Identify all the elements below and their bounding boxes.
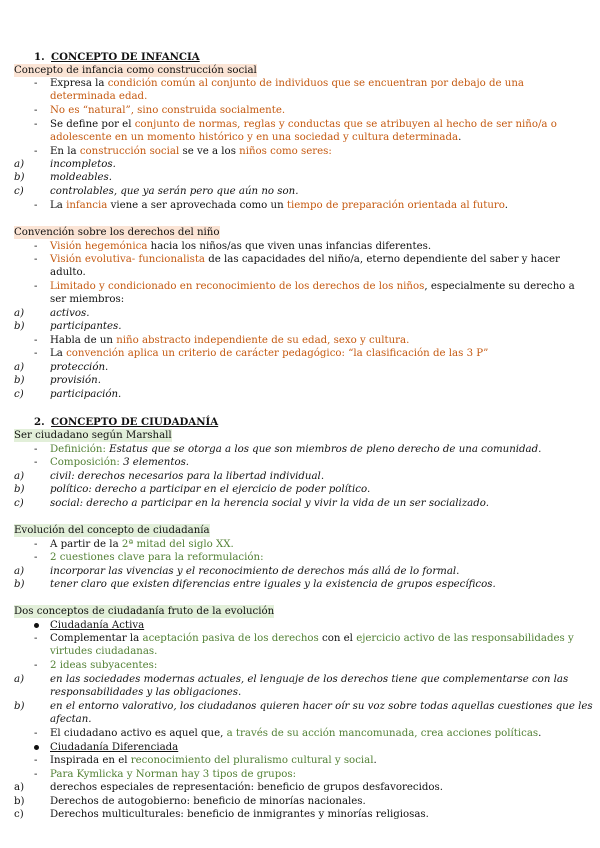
- bullet-continuation: [50, 131, 461, 144]
- list-marker: a): [14, 362, 25, 373]
- list-text: tener claro que existen diferencias entre iguales y la existencia de grupos específicos.: [50, 579, 496, 590]
- text-run-highlight: ejercicio activo de las responsabilidades y: [356, 633, 574, 644]
- text-run: Inspirada en el: [50, 755, 131, 766]
- subsection-heading: Evolución del concepto de ciudadanía: [14, 525, 210, 536]
- subsection-heading: Convención sobre los derechos del niño: [14, 227, 220, 238]
- list-text: en las sociedades modernas actuales, el lenguaje de los derechos tiene que complementarse con las: [50, 674, 569, 685]
- text-run-highlight: conjunto de normas, reglas y conductas que se atribuyen al hecho de ser niño/a o: [134, 119, 557, 130]
- text-run-highlight: infancia: [66, 200, 108, 211]
- text-run: .: [458, 132, 462, 143]
- list-marker: b): [14, 172, 25, 183]
- list-marker: c): [14, 389, 24, 400]
- list-marker: b): [14, 375, 25, 386]
- text-run-highlight: niños como seres:: [239, 146, 332, 157]
- bullet-continuation: adulto.: [50, 267, 86, 278]
- text-run-highlight: niño abstracto independiente de su edad, sexo y cultura.: [116, 335, 410, 346]
- text-run-highlight: a través de su acción mancomunada, crea acciones políticas: [226, 728, 539, 739]
- list-text: Derechos de autogobierno: beneficio de minorías nacionales.: [50, 796, 366, 807]
- text-run: 3 elementos.: [119, 457, 190, 468]
- text-run: Estatus que se otorga a los que son miembros de pleno derecho de una comunidad.: [105, 444, 542, 455]
- subsection-heading: Ser ciudadano según Marshall: [14, 430, 172, 441]
- list-text: en el entorno valorativo, los ciudadanos quieren hacer oír su voz sobre todas aquellas cuestiones que les: [50, 701, 593, 712]
- text-run: con el: [318, 633, 357, 644]
- list-marker: c): [14, 498, 24, 509]
- subsection-heading: Dos conceptos de ciudadanía fruto de la evolución: [14, 606, 275, 617]
- bullet-continuation: determinada edad.: [50, 91, 148, 102]
- section-number: 2.: [34, 416, 45, 428]
- list-text: incorporar las vivencias y el reconocimiento de derechos más allá de lo formal.: [50, 566, 460, 577]
- text-run: .: [538, 728, 542, 739]
- text-run-highlight: Limitado y condicionado en reconocimiento de los derechos de los niños: [50, 281, 425, 292]
- section-title: CONCEPTO DE INFANCIA: [51, 51, 200, 63]
- list-text: provisión.: [50, 375, 101, 386]
- bullet-dot-icon: [34, 619, 39, 632]
- subsection-title: Ciudadanía Diferenciada: [50, 742, 179, 753]
- list-text: político: derecho a participar en el ejercicio de poder político.: [50, 484, 371, 495]
- bullet-dash: -: [34, 78, 38, 89]
- text-run-highlight: reconocimiento del pluralismo cultural y social: [130, 755, 374, 766]
- text-run: La: [50, 348, 67, 359]
- text-run-highlight: aceptación pasiva de los derechos: [142, 633, 319, 644]
- text-run: , especialmente su derecho a: [424, 281, 575, 292]
- document-page: 1. CONCEPTO DE INFANCIA Concepto de infancia como construcción social - Expresa la condición común al conjunto de individuos que se encuentran por debajo de una determinada edad. - No es “natural”, sino construida socialmente. - Se define por el conjunto de normas, reglas y conductas que se atribuyen al hecho de ser niño/a o adolescente en un momento histórico y en una sociedad y cultura determinada. - En la construcción social se ve a los niños como seres: a) incompletos. b) moldeables. c) controlables, que ya serán pero que aún no son. - La infancia viene a ser aprovechada como un tiempo de preparación orientada al futuro. Convención sobre los derechos del niño - Visión hegemónica hacia los niños/as que viven unas infancias diferentes. - Visión evolutiva- funcionalista de las capacidades del niño/a, eterno dependiente del saber y hacer adulto. - Limitado y condicionado en reconocimiento de los derechos de los niños, especialmente su derecho a ser miembros: a) activos. b) participantes. - Habla de un niño abstracto independiente de su edad, sexo y cultura. - La convención aplica un criterio de carácter pedagógico: “la clasificación de las 3 P” a) protección. b) provisión. c) participación. 2. CONCEPTO DE CIUDADANÍA Ser ciudadano según Marshall - Definición: Estatus que se otorga a los que son miembros de pleno derecho de una comunidad. - Composición: 3 elementos. a) civil: derechos necesarios para la libertad individual. b) político: derecho a participar en el ejercicio de poder político. c) social: derecho a participar en la herencia social y vivir la vida de un ser socializado. Evolución del concepto de ciudadanía - A partir de la 2ª mitad del siglo XX. - 2 cuestiones clave para la reformulación: a) incorporar las vivencias y el reconocimiento de derechos más allá de lo formal. b) tener claro que existen diferencias entre iguales y la existencia de grupos específicos. Dos conceptos de ciudadanía fruto de la evolución Ciudadanía Activa - Complementar la aceptación pasiva de los derechos con el ejercicio activo de las responsabilidades y virtudes ciudadanas. - 2 ideas subyacentes: a) en las sociedades modernas actuales, el lenguaje de los derechos tiene que complementarse con las responsabilidades y las obligaciones. b) en el entorno valorativo, los ciudadanos quieren hacer oír su voz sobre todas aquellas cuestiones que les afectan. - El ciudadano activo es aquel que, a través de su acción mancomunada, crea acciones políticas. Ciudadanía Diferenciada - Inspirada en el reconocimiento del pluralismo cultural y social. - Para Kymlicka y Norman hay 3 tipos de grupos: a) derechos especiales de representación: beneficio de grupos desfavorecidos. b) Derechos de autogobierno: beneficio de minorías nacionales. c) Derechos multiculturales: beneficio de inmigrantes y minorías religiosas.: [14, 51, 593, 820]
- text-run: Se define por el: [50, 119, 135, 130]
- list-marker: a): [14, 566, 25, 577]
- list-text: Derechos multiculturales: beneficio de inmigrantes y minorías religiosas.: [50, 809, 429, 820]
- list-marker: b): [14, 579, 25, 590]
- list-marker: b): [14, 796, 25, 807]
- list-marker: a): [14, 159, 25, 170]
- text-run-highlight: 2 ideas subyacentes:: [50, 660, 158, 671]
- list-continuation: responsabilidades y las obligaciones.: [50, 687, 242, 698]
- section-number: 1.: [34, 51, 45, 63]
- text-run: se ve a los: [179, 146, 240, 157]
- text-run: .: [373, 755, 377, 766]
- text-run: En la: [50, 146, 80, 157]
- text-run: A partir de la: [50, 539, 122, 550]
- text-run: viene a ser aprovechada como un: [107, 200, 287, 211]
- text-run: Habla de un: [50, 335, 117, 346]
- bullet-continuation: virtudes ciudadanas.: [50, 646, 158, 657]
- section-title: CONCEPTO DE CIUDADANÍA: [51, 416, 219, 428]
- text-run: hacia los niños/as que viven unas infancias diferentes.: [147, 241, 432, 252]
- list-marker: c): [14, 809, 24, 820]
- list-text: derechos especiales de representación: beneficio de grupos desfavorecidos.: [50, 782, 443, 793]
- list-marker: b): [14, 701, 25, 712]
- text-run: La: [50, 200, 67, 211]
- text-run-highlight: tiempo de preparación orientada al futuro: [286, 200, 505, 211]
- text-run: Complementar la: [50, 633, 143, 644]
- list-marker: b): [14, 484, 25, 495]
- list-marker: a): [14, 471, 25, 482]
- list-text: participantes.: [50, 321, 122, 332]
- text-run: .: [504, 200, 508, 211]
- text-run-highlight: Composición:: [50, 457, 120, 468]
- text-run-highlight: Visión evolutiva- funcionalista: [50, 254, 205, 265]
- text-run-highlight: 2 cuestiones clave para la reformulación:: [50, 552, 264, 563]
- text-run-highlight: No es “natural”, sino construida socialmente.: [50, 105, 286, 116]
- list-continuation: afectan.: [50, 714, 92, 725]
- bullet-continuation: ser miembros:: [50, 294, 125, 305]
- list-marker: a): [14, 308, 25, 319]
- text-run-highlight: Visión hegemónica: [50, 241, 148, 252]
- list-marker: c): [14, 186, 24, 197]
- text-run-highlight: condición común al conjunto de individuos que se encuentran por debajo de una: [107, 78, 525, 89]
- list-text: moldeables.: [50, 172, 112, 183]
- list-marker: b): [14, 321, 25, 332]
- list-text: activos.: [50, 308, 90, 319]
- text-run-highlight: convención aplica un criterio de carácter pedagógico: “la clasificación de las 3 P”: [66, 348, 489, 359]
- list-text: participación.: [50, 389, 122, 400]
- text-run-highlight: adolescente en un momento histórico y en una sociedad y cultura determinada: [50, 132, 459, 143]
- text-run-highlight: construcción social: [79, 146, 180, 157]
- list-marker: a): [14, 782, 25, 793]
- bullet-dot-icon: [34, 741, 39, 754]
- list-marker: a): [14, 674, 25, 685]
- text-run-highlight: Definición:: [50, 444, 106, 455]
- list-text: incompletos.: [50, 159, 116, 170]
- text-run: de las capacidades del niño/a, eterno dependiente del saber y hacer: [205, 254, 560, 265]
- list-text: civil: derechos necesarios para la libertad individual.: [50, 471, 325, 482]
- text-run-highlight: 2ª mitad del siglo XX.: [121, 539, 234, 550]
- list-text: controlables, que ya serán pero que aún no son.: [50, 186, 299, 197]
- list-text: protección.: [50, 362, 109, 373]
- text-run: Expresa la: [50, 78, 108, 89]
- subsection-heading: Concepto de infancia como construcción social: [14, 65, 257, 76]
- list-text: social: derecho a participar en la herencia social y vivir la vida de un ser socializado.: [50, 498, 489, 509]
- text-run-highlight: Para Kymlicka y Norman hay 3 tipos de grupos:: [50, 769, 297, 780]
- text-run: El ciudadano activo es aquel que,: [50, 728, 227, 739]
- subsection-title: Ciudadanía Activa: [50, 620, 145, 631]
